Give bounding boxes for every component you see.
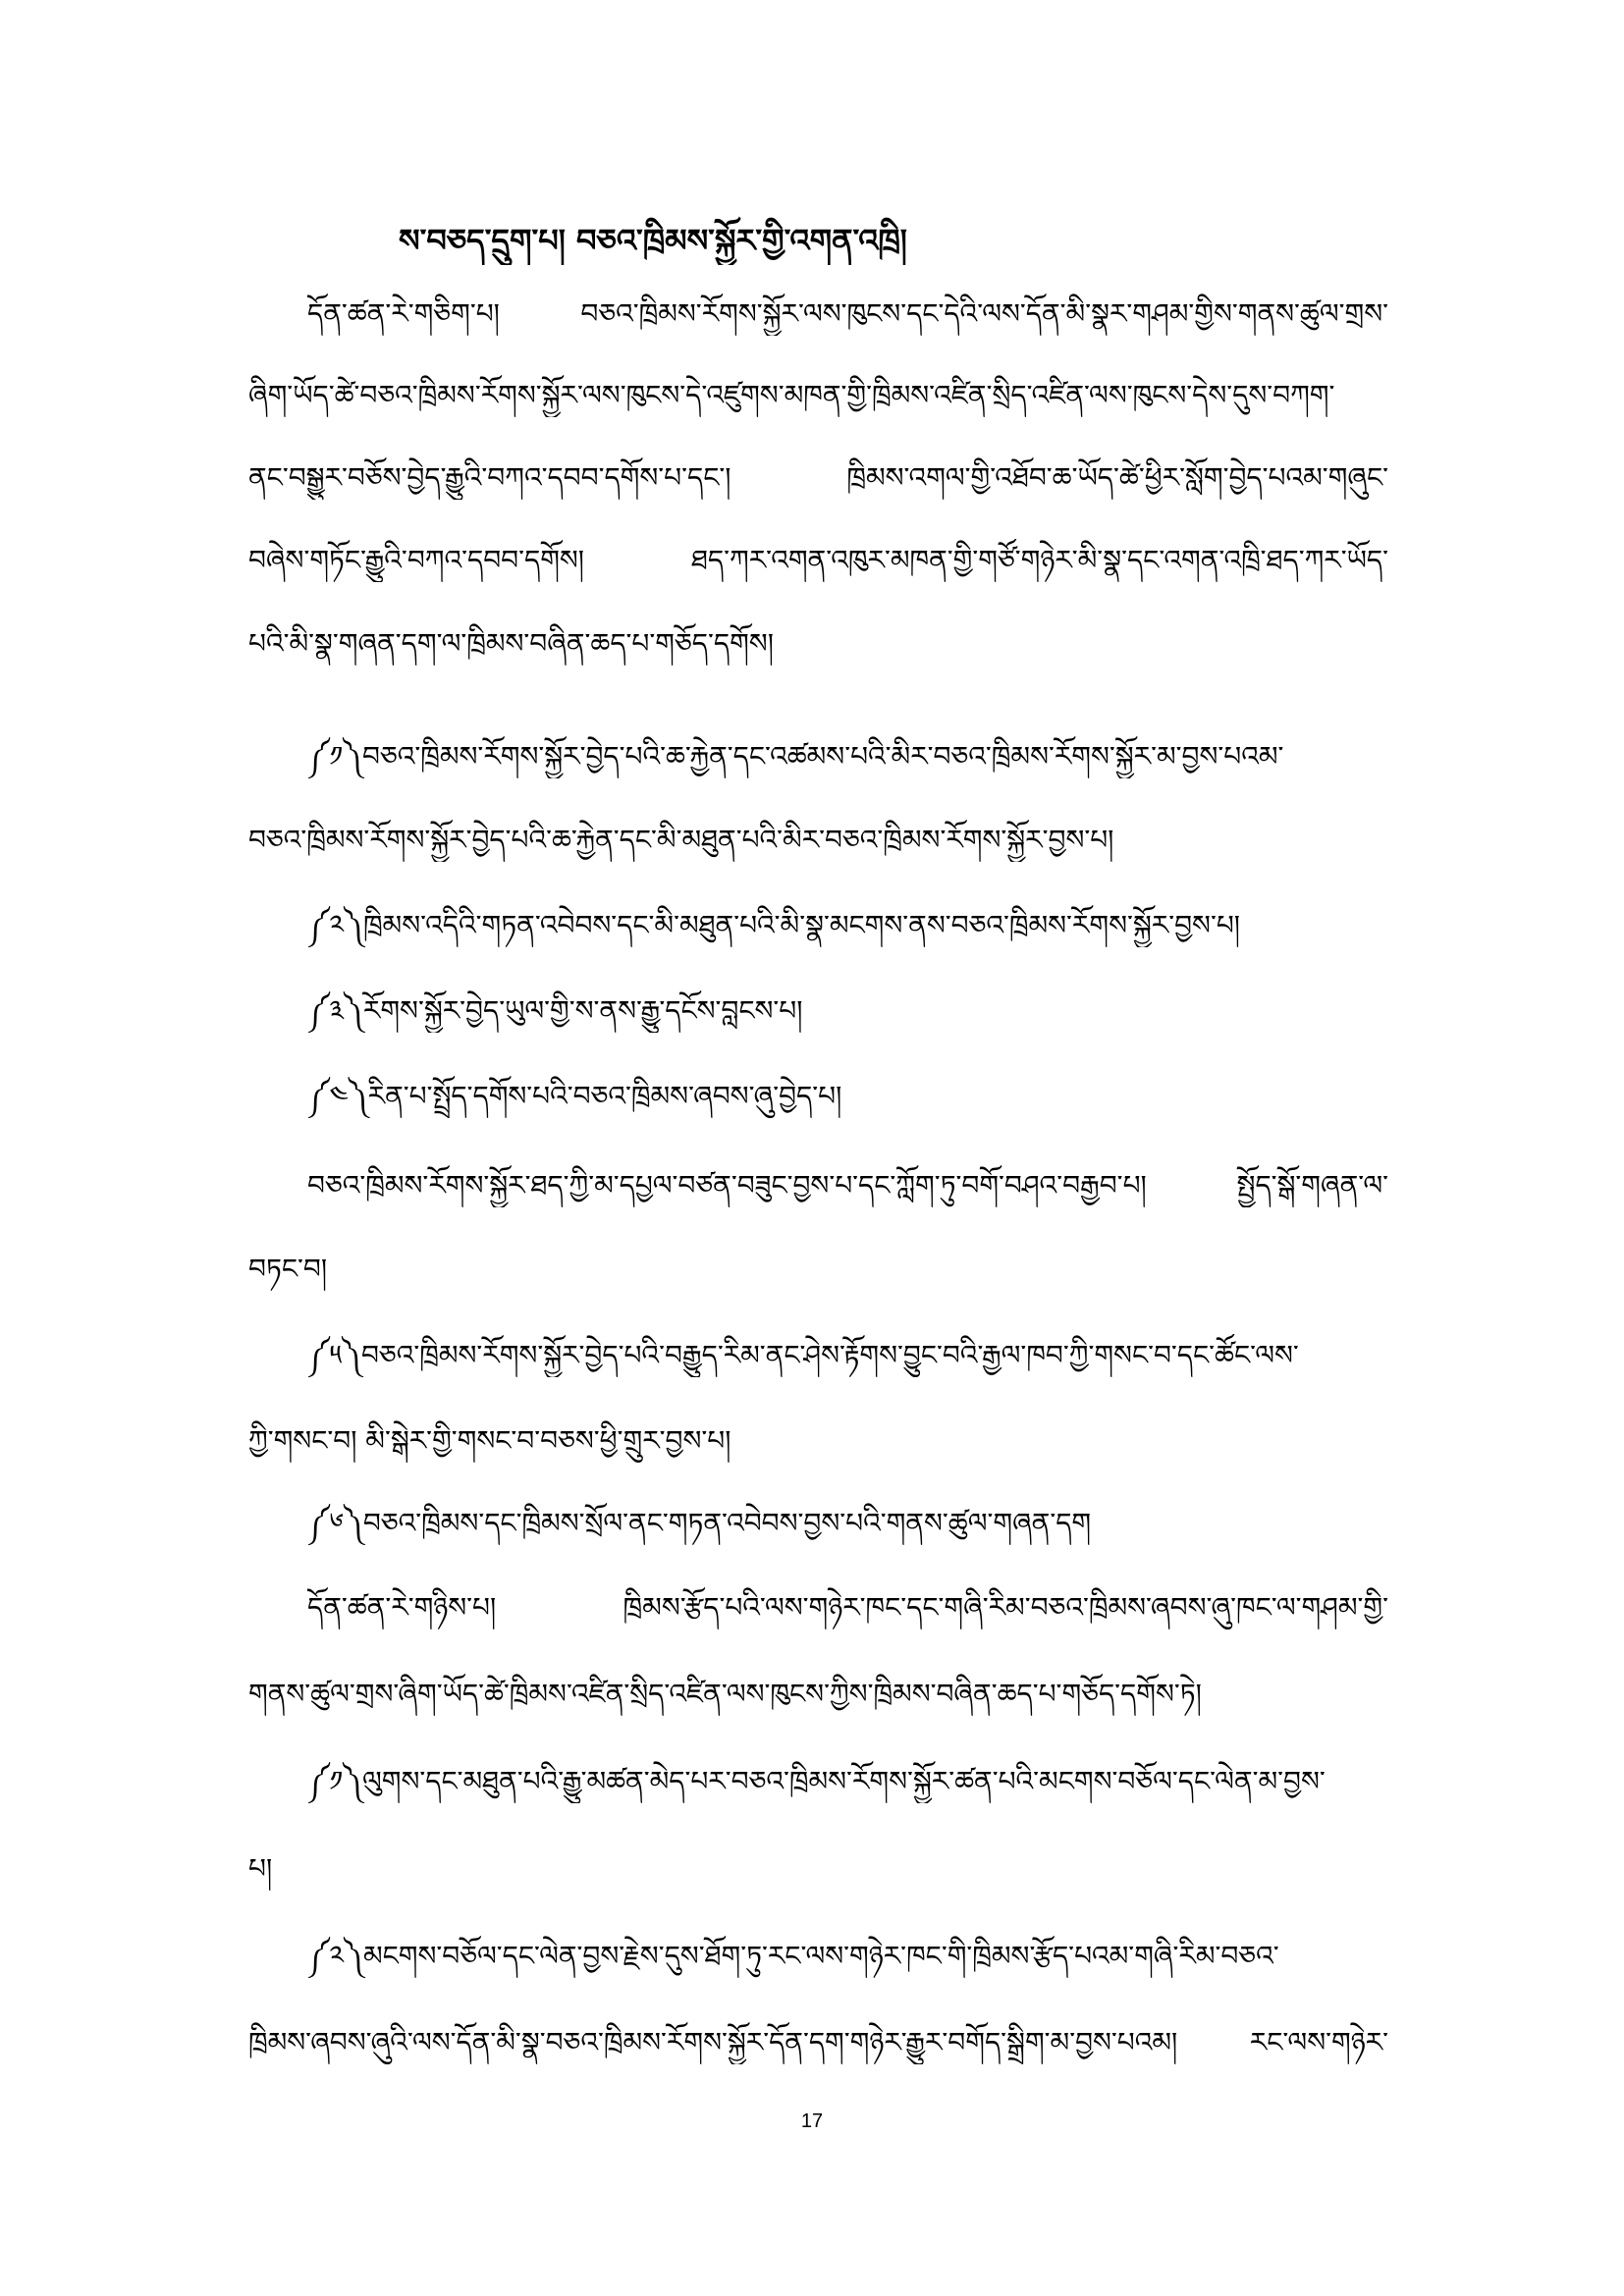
article-11-line: ཞིག་ཡོད་ཚེ་བཅའ་ཁྲིམས་རོགས་སྐྱོར་ལས་ཁུངས་དེ་འཛུགས་མཁན་གྱི་ཁྲིམས་འཛིན་སྲིད་འཛིན་ལས་ཁུངས་དེས་དུས་བཀག་	[248, 379, 1335, 411]
article-12-line: གནས་ཚུལ་གྲས་ཞིག་ཡོད་ཚེ་ཁྲིམས་འཛིན་སྲིད་འཛིན་ལས་ཁུངས་ཀྱིས་ཁྲིམས་བཞིན་ཆད་པ་གཅོད་དགོས་ཏེ།	[248, 1678, 1202, 1710]
list-item-1: ༼༡༽ལུགས་དང་མཐུན་པའི་རྒྱུ་མཚན་མེད་པར་བཅའ་ཁྲིམས་རོགས་སྐྱོར་ཚན་པའི་མངགས་བཅོལ་དང་ལེན་མ་བྱས་	[307, 1765, 1326, 1797]
page-number: 17	[800, 2110, 824, 2132]
article-11-line: དོན་ཚན་རེ་གཅིག་པ། བཅའ་ཁྲིམས་རོགས་སྐྱོར་ལས་ཁུངས་དང་དེའི་ལས་དོན་མི་སྣར་གཤམ་གྱིས་གནས་ཚུལ་གྲས་	[307, 297, 1388, 330]
paragraph-line: བཏང་བ།	[248, 1253, 328, 1285]
section-title: ས་བཅད་དྲུག་པ། བཅའ་ཁྲིམས་སྐྱོར་གྱི་འགན་འཁྲི།	[399, 222, 907, 259]
list-item-1-continued: བཅའ་ཁྲིམས་རོགས་སྐྱོར་བྱེད་པའི་ཆ་རྐྱེན་དང་མི་མཐུན་པའི་མིར་བཅའ་ཁྲིམས་རོགས་སྐྱོར་བྱས་པ།	[248, 824, 1114, 856]
list-item-2: ༼༢༽མངགས་བཅོལ་དང་ལེན་བྱས་རྗེས་དུས་ཐོག་ཏུ་རང་ལས་གཉེར་ཁང་གི་ཁྲིམས་རྩོད་པའམ་གཞི་རིམ་བཅའ་	[307, 1940, 1279, 1972]
list-item-5-continued: ཀྱི་གསང་བ། མི་སྒེར་གྱི་གསང་བ་བཅས་ཕྱི་གྲུར་བྱས་པ།	[248, 1424, 731, 1457]
list-item-1: ༼༡༽བཅའ་ཁྲིམས་རོགས་སྐྱོར་བྱེད་པའི་ཆ་རྐྱེན་དང་འཚམས་པའི་མིར་བཅའ་ཁྲིམས་རོགས་སྐྱོར་མ་བྱས་པའམ་	[307, 740, 1284, 773]
article-11-line: ནང་བསྒྱུར་བཅོས་བྱེད་རྒྱུའི་བཀའ་དབབ་དགོས་པ་དང་། ཁྲིམས་འགལ་གྱི་འཐོབ་ཆ་ཡོད་ཚེ་ཕྱིར་སློག་བྱེད་པའམ་གཞུང་	[248, 461, 1388, 494]
list-item-2: ༼༢༽ཁྲིམས་འདིའི་གཏན་འབེབས་དང་མི་མཐུན་པའི་མི་སྣ་མངགས་ནས་བཅའ་ཁྲིམས་རོགས་སྐྱོར་བྱས་པ།	[307, 909, 1240, 941]
article-11-line: པའི་མི་སྣ་གཞན་དག་ལ་ཁྲིམས་བཞིན་ཆད་པ་གཅོད་དགོས།	[248, 627, 774, 660]
paragraph-line: བཅའ་ཁྲིམས་རོགས་སྐྱོར་ཐད་ཀྱི་མ་དཔྱལ་བཙན་བཟུང་བྱས་པ་དང་ཀློག་ཏུ་བགོ་བཤའ་བརྒྱབ་པ། སྤྱོད་སྒོ་གཞན་ལ་	[307, 1169, 1388, 1201]
list-item-5: ༼༥༽བཅའ་ཁྲིམས་རོགས་སྐྱོར་བྱེད་པའི་བརྒྱུད་རིམ་ནང་ཤེས་རྟོགས་བྱུང་བའི་རྒྱལ་ཁབ་ཀྱི་གསང་བ་དང་ཚོང་ལས་	[307, 1339, 1299, 1371]
article-11-line: བཞེས་གཏོང་རྒྱུའི་བཀའ་དབབ་དགོས། ཐད་ཀར་འགན་འཁུར་མཁན་གྱི་གཙོ་གཉེར་མི་སྣ་དང་འགན་འཁྲི་ཐད་ཀར་ཡོད་	[248, 544, 1388, 576]
list-item-6: ༼༦༽བཅའ་ཁྲིམས་དང་ཁྲིམས་སྲོལ་ནང་གཏན་འབེབས་བྱས་པའི་གནས་ཚུལ་གཞན་དག	[307, 1507, 1092, 1539]
list-item-2-continued: ཁྲིམས་ཞབས་ཞུའི་ལས་དོན་མི་སྣ་བཅའ་ཁྲིམས་རོགས་སྐྱོར་དོན་དག་གཉེར་རྒྱུར་བགོད་སྒྲིག་མ་བྱས་པའམ། རང་ལས་གཉེར་	[248, 2026, 1388, 2058]
list-item-1-continued: པ།	[248, 1852, 273, 1885]
list-item-3: ༼༣༽རོགས་སྐྱོར་བྱེད་ཡུལ་གྱི་ས་ནས་རྒྱུ་དངོས་བླངས་པ།	[307, 994, 803, 1027]
list-item-4: ༼༤༽རིན་པ་སྤྲོད་དགོས་པའི་བཅའ་ཁྲིམས་ཞབས་ཞུ་བྱེད་པ།	[307, 1080, 842, 1112]
article-12-line: དོན་ཚན་རེ་གཉིས་པ། ཁྲིམས་རྩོད་པའི་ལས་གཉེར་ཁང་དང་གཞི་རིམ་བཅའ་ཁྲིམས་ཞབས་ཞུ་ཁང་ལ་གཤམ་གྱི་	[307, 1591, 1388, 1624]
